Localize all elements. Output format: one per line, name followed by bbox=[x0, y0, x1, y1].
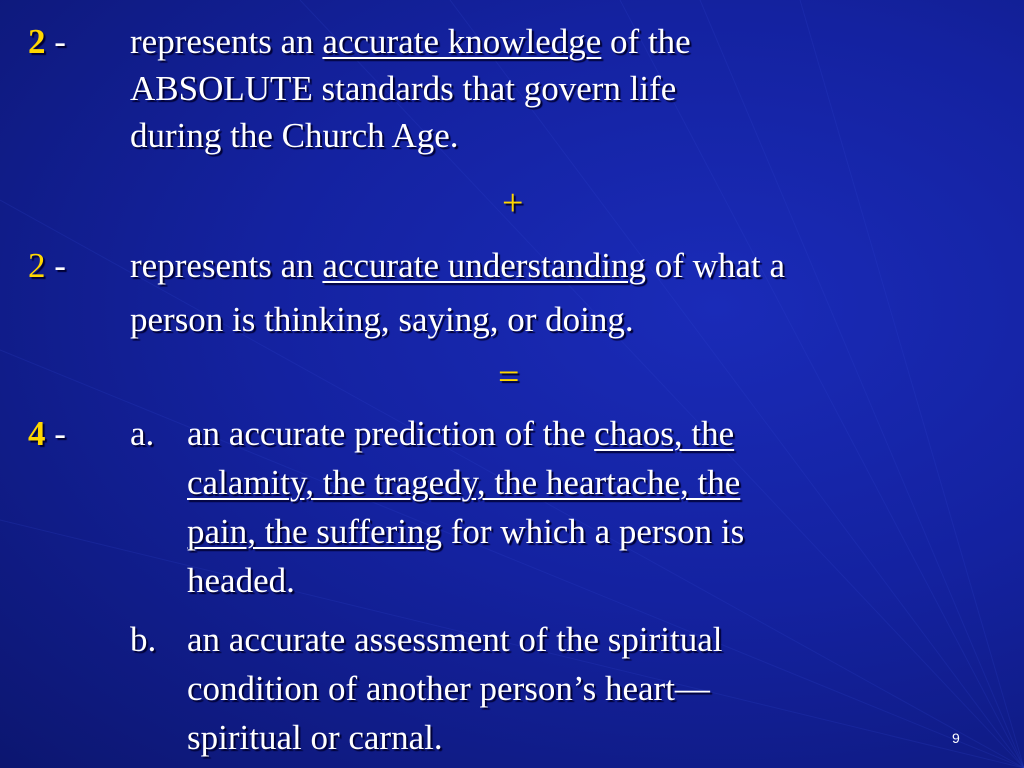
equals-symbol: = bbox=[498, 356, 520, 398]
page-number: 9 bbox=[952, 730, 960, 746]
item3b-line1: an accurate assessment of the spiritual bbox=[187, 620, 723, 659]
item3a-line2 bbox=[187, 465, 740, 500]
item3b-marker: b. bbox=[130, 620, 157, 659]
item2-number: 2 bbox=[28, 246, 46, 285]
item3a-line1 bbox=[187, 416, 734, 451]
item2-tail: of what a bbox=[654, 246, 786, 285]
item3-dash: - bbox=[54, 414, 66, 453]
item3b-line2: condition of another person’s heart— bbox=[187, 669, 710, 708]
item3-number-line bbox=[28, 416, 66, 451]
item1-line3: during the Church Age. bbox=[130, 116, 459, 155]
item1-line1 bbox=[130, 24, 691, 59]
item3a-emphasis-2: calamity, the tragedy, the heartache, the bbox=[187, 463, 741, 502]
item3a-lead: an accurate prediction of the bbox=[187, 414, 586, 453]
item2-lead: represents an bbox=[130, 246, 314, 285]
item2-emphasis: accurate understanding bbox=[322, 246, 647, 285]
item3a-line3 bbox=[187, 514, 744, 549]
item2-dash: - bbox=[54, 246, 66, 285]
item3a-line4: headed. bbox=[187, 561, 295, 600]
plus-symbol: + bbox=[502, 182, 524, 224]
item3a-emphasis-1: chaos, the bbox=[594, 414, 735, 453]
item3-number: 4 bbox=[28, 414, 46, 453]
item1-line2: ABSOLUTE standards that govern life bbox=[130, 69, 677, 108]
item2-line2: person is thinking, saying, or doing. bbox=[130, 300, 634, 339]
item2-line1 bbox=[130, 248, 785, 283]
item1-number-line bbox=[28, 24, 66, 59]
item3a-marker: a. bbox=[130, 414, 155, 453]
item3a-tail: for which a person is bbox=[450, 512, 745, 551]
item1-tail: of the bbox=[610, 22, 691, 61]
item1-lead: represents an bbox=[130, 22, 314, 61]
item3a-emphasis-3: pain, the suffering bbox=[187, 512, 442, 551]
item1-emphasis: accurate knowledge bbox=[322, 22, 602, 61]
item1-dash: - bbox=[54, 22, 66, 61]
item2-number-line bbox=[28, 248, 66, 283]
item3b-line3: spiritual or carnal. bbox=[187, 718, 443, 757]
item1-number: 2 bbox=[28, 22, 46, 61]
